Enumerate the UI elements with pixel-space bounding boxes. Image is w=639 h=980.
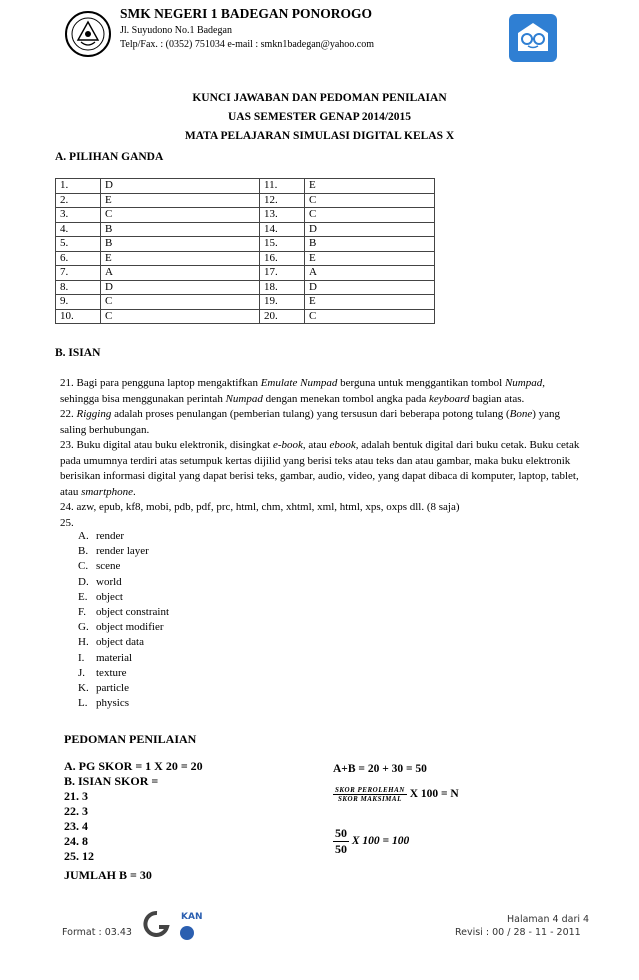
table-row: [56, 280, 435, 295]
table-cell: B: [305, 237, 435, 252]
isian-answers: [60, 376, 580, 531]
list-item: H. object data: [78, 636, 144, 649]
table-cell: D: [305, 222, 435, 237]
score-example: $\frac{50}{50}$ X 100 = 100: [335, 826, 410, 856]
table-cell: 12.: [260, 193, 305, 208]
pedoman-line: 22. 3: [64, 804, 88, 818]
table-cell: 2.: [56, 193, 101, 208]
table-cell: E: [101, 251, 260, 266]
app-logo-icon: [508, 13, 558, 63]
list-item: G. object modifier: [78, 621, 164, 634]
school-logo: [64, 10, 112, 58]
table-cell: 1.: [56, 179, 101, 194]
answer-24: 24. azw, epub, kf8, mobi, pdb, pdf, prc, html, chm, xhtml, xml, html, xps, oxps dll. (8 saja): [60, 501, 460, 513]
pedoman-line: 24. 8: [64, 834, 88, 848]
table-cell: 8.: [56, 280, 101, 295]
list-item: B. render layer: [78, 545, 149, 558]
table-cell: B: [101, 237, 260, 252]
table-cell: 15.: [260, 237, 305, 252]
table-row: [56, 309, 435, 324]
pedoman-line: 23. 4: [64, 819, 88, 833]
table-cell: E: [305, 179, 435, 194]
answer-23: 23. Buku digital atau buku elektronik, disingkat e-book, atau ebook, adalah bentuk digital dari buku cetak. Buku cetak pada umumnya terdiri atas setumpuk kertas dijilid yang berisi teks atau teks dan atau gambar, maka buku elektronik berisikan informasi digital yang dapat berisi teks, gambar, audio, video, yang dapat dibaca di komputer, laptop, tablet, atau smartphone.: [60, 439, 580, 498]
table-cell: 10.: [56, 309, 101, 324]
table-cell: C: [305, 309, 435, 324]
list-item: F. object constraint: [78, 606, 170, 619]
pedoman-line: B. ISIAN SKOR =: [64, 774, 159, 788]
table-cell: C: [101, 295, 260, 310]
footer-revisi: Revisi : 00 / 28 - 11 - 2011: [455, 927, 581, 938]
table-cell: A: [305, 266, 435, 281]
pedoman-line: 25. 12: [64, 849, 94, 863]
pedoman-line: A. PG SKOR = 1 X 20 = 20: [64, 759, 203, 773]
table-cell: 6.: [56, 251, 101, 266]
pedoman-penilaian: [64, 732, 203, 883]
q25-options-list: [78, 529, 169, 711]
table-cell: 17.: [260, 266, 305, 281]
table-cell: C: [305, 208, 435, 223]
table-cell: C: [305, 193, 435, 208]
table-row: [56, 237, 435, 252]
table-row: [56, 295, 435, 310]
list-item: C. scene: [78, 560, 121, 573]
table-cell: B: [101, 222, 260, 237]
table-cell: 4.: [56, 222, 101, 237]
table-row: [56, 208, 435, 223]
table-cell: D: [305, 280, 435, 295]
list-item: I. material: [78, 651, 133, 664]
certification-logo: [143, 907, 203, 941]
school-name: SMK NEGERI 1 BADEGAN PONOROGO: [120, 6, 373, 21]
table-cell: 9.: [56, 295, 101, 310]
pedoman-line: 21. 3: [64, 789, 88, 803]
list-item: L. physics: [78, 697, 129, 710]
section-b-heading: B. ISIAN: [55, 347, 101, 359]
document-title: KUNCI JAWABAN DAN PEDOMAN PENILAIAN UAS SEMESTER GENAP 2014/2015 MATA PELAJARAN SIMULASI DIGITAL KELAS X: [184, 92, 455, 142]
table-cell: 13.: [260, 208, 305, 223]
kan-logo-text: KAN: [181, 912, 203, 922]
list-item: E. object: [78, 590, 123, 603]
table-cell: A: [101, 266, 260, 281]
section-a-heading: A. PILIHAN GANDA: [55, 151, 164, 163]
list-item: D. world: [78, 575, 122, 588]
table-cell: E: [305, 295, 435, 310]
table-cell: E: [305, 251, 435, 266]
total-sum: A+B = 20 + 30 = 50: [333, 763, 427, 775]
table-cell: 20.: [260, 309, 305, 324]
table-row: [56, 193, 435, 208]
answer-21: 21. Bagi para pengguna laptop mengaktifkan Emulate Numpad berguna untuk menggantikan tombol Numpad, sehingga bisa menggunakan perintah Numpad dengan menekan tombol angka pada keyboard bagian atas.: [60, 377, 545, 405]
table-row: [56, 266, 435, 281]
list-item: A. render: [78, 530, 125, 542]
table-cell: C: [101, 309, 260, 324]
table-cell: 16.: [260, 251, 305, 266]
answer-table: [55, 178, 435, 324]
table-cell: 11.: [260, 179, 305, 194]
list-item: K. particle: [78, 682, 129, 695]
table-cell: D: [101, 179, 260, 194]
table-cell: E: [101, 193, 260, 208]
table-cell: C: [101, 208, 260, 223]
table-row: [56, 179, 435, 194]
footer-format: Format : 03.43: [62, 927, 132, 938]
table-cell: D: [101, 280, 260, 295]
pedoman-title: PEDOMAN PENILAIAN: [64, 732, 197, 746]
footer-page: Halaman 4 dari 4: [507, 914, 590, 925]
list-item: J. texture: [78, 666, 127, 679]
table-cell: 3.: [56, 208, 101, 223]
score-formula: $\frac{\text{SKOR PEROLEHAN}}{\text{SKOR MAKSIMAL}}$ X 100 = N: [335, 786, 459, 803]
answer-25: 25.: [60, 516, 74, 529]
table-row: [56, 222, 435, 237]
table-cell: 19.: [260, 295, 305, 310]
pedoman-line: JUMLAH B = 30: [64, 868, 152, 882]
table-cell: 5.: [56, 237, 101, 252]
school-address: Jl. Suyudono No.1 Badegan Telp/Fax. : (0352) 751034 e-mail : smkn1badegan@yahoo.com: [120, 25, 375, 50]
table-cell: 18.: [260, 280, 305, 295]
table-cell: 7.: [56, 266, 101, 281]
answer-22: 22. Rigging adalah proses penulangan (pemberian tulang) yang tersusun dari beberapa potong tulang (Bone) yang saling berhubungan.: [60, 408, 561, 436]
table-row: [56, 251, 435, 266]
table-cell: 14.: [260, 222, 305, 237]
